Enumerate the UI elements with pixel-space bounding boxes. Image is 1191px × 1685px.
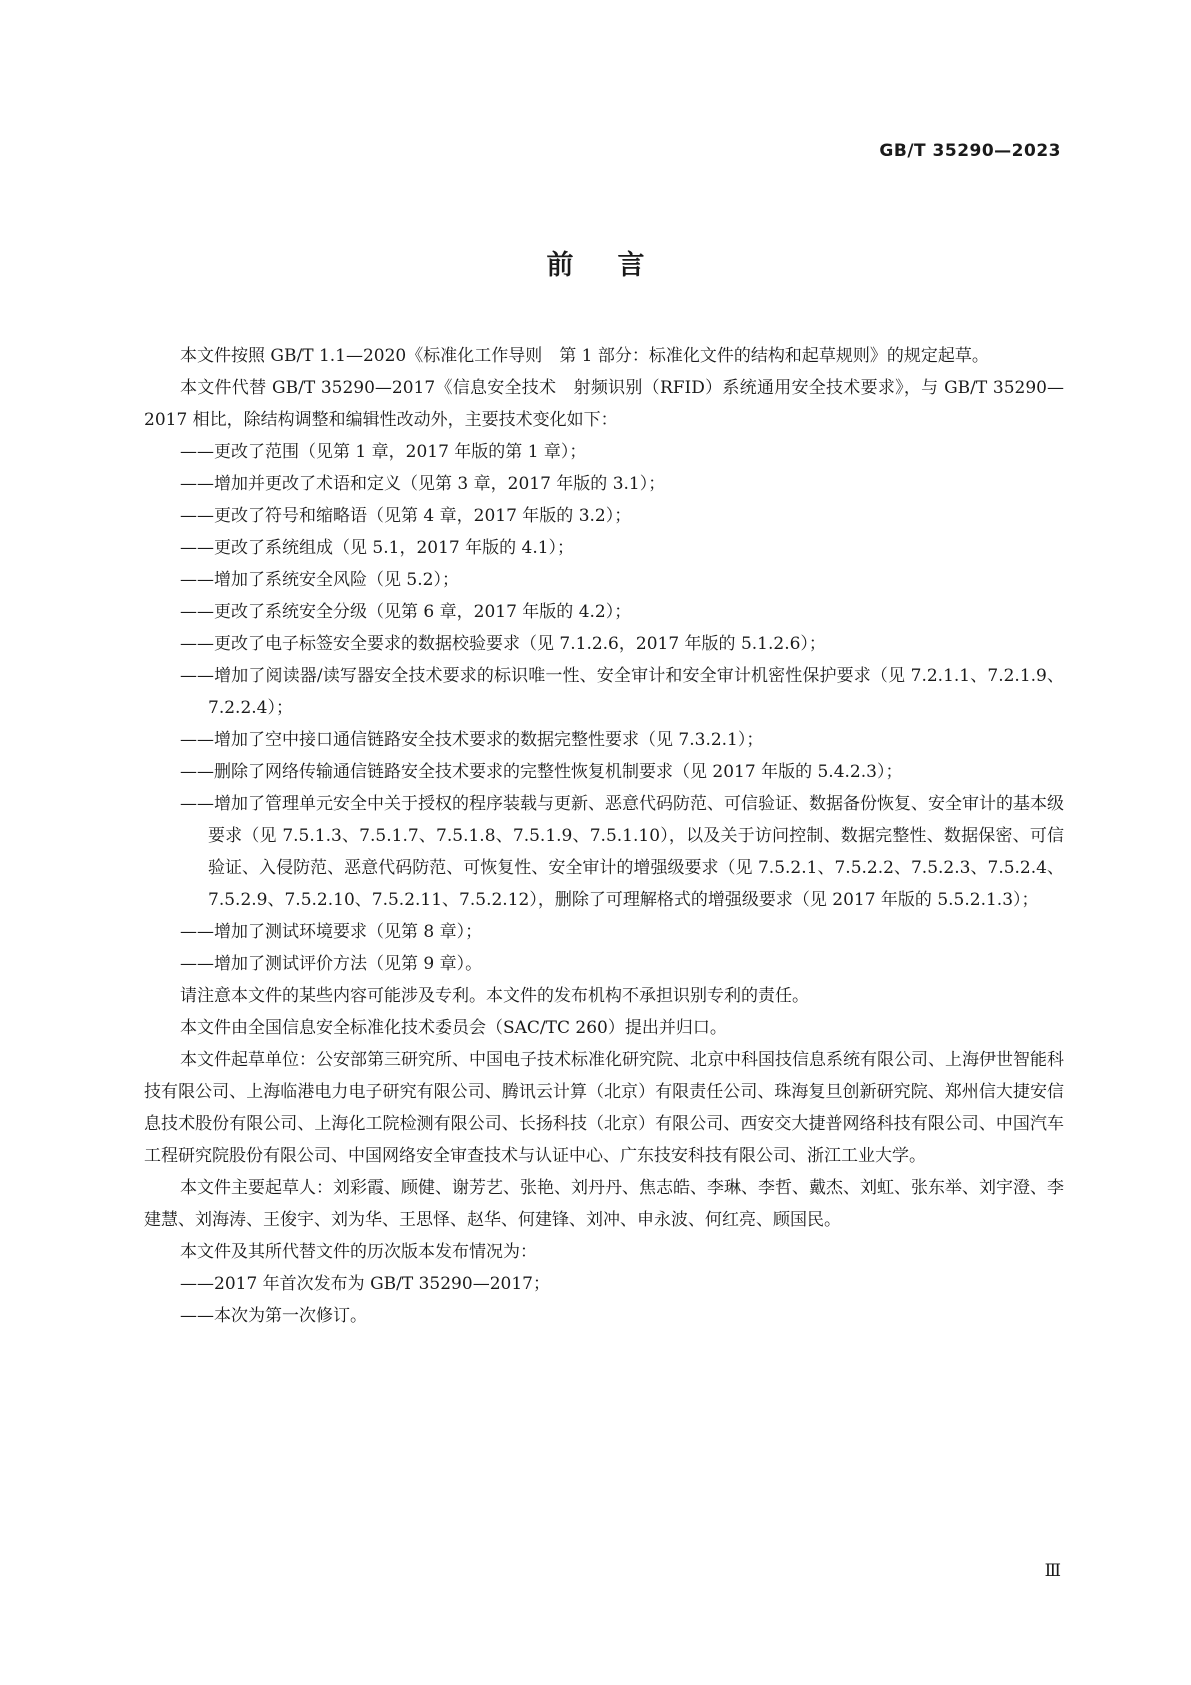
list-item: ——增加了空中接口通信链路安全技术要求的数据完整性要求（见 7.3.2.1）； xyxy=(180,730,764,750)
patent-note: 请注意本文件的某些内容可能涉及专利。本文件的发布机构不承担识别专利的责任。 xyxy=(180,986,809,1006)
list-item: ——增加了测试评价方法（见第 9 章）。 xyxy=(180,954,483,974)
foreword-body xyxy=(144,340,1064,1332)
changes-list xyxy=(144,436,1064,980)
proposer-note: 本文件由全国信息安全标准化技术委员会（SAC/TC 260）提出并归口。 xyxy=(180,1018,727,1038)
intro-paragraph: 本文件按照 GB/T 1.1—2020《标准化工作导则 第 1 部分：标准化文件的结构和起草规则》的规定起草。 xyxy=(180,346,989,366)
list-item: ——本次为第一次修订。 xyxy=(180,1306,367,1326)
page-title: 前言 xyxy=(546,250,689,281)
standard-code: GB/T 35290—2023 xyxy=(879,141,1061,161)
intro-paragraph: 本文件代替 GB/T 35290—2017《信息安全技术 射频识别（RFID）系统通用安全技术要求》，与 GB/T 35290—2017 相比，除结构调整和编辑性改动外，主要技术变化如下： xyxy=(144,378,1064,430)
list-item: ——增加了阅读器/读写器安全技术要求的标识唯一性、安全审计和安全审计机密性保护要求（见 7.2.1.1、7.2.1.9、7.2.2.4）； xyxy=(180,666,1064,718)
list-item: ——增加了测试环境要求（见第 8 章）； xyxy=(180,922,483,942)
list-item: ——更改了符号和缩略语（见第 4 章，2017 年版的 3.2）； xyxy=(180,506,632,526)
list-item: ——更改了系统安全分级（见第 6 章，2017 年版的 4.2）； xyxy=(180,602,632,622)
list-item: ——删除了网络传输通信链路安全技术要求的完整性恢复机制要求（见 2017 年版的 5.4.2.3）； xyxy=(180,762,903,782)
list-item: ——2017 年首次发布为 GB/T 35290—2017； xyxy=(180,1274,550,1294)
list-item: ——增加了管理单元安全中关于授权的程序装载与更新、恶意代码防范、可信验证、数据备份恢复、安全审计的基本级要求（见 7.5.1.3、7.5.1.7、7.5.1.8、7.5.1.9、7.5.1.10），以及关于访问控制、数据完整性、数据保密、可信验证、入侵防范、恶意代码防范、可恢复性、安全审计的增强级要求（见 7.5.2.1、7.5.2.2、7.5.2.3、7.5.2.4、7.5.2.9、7.5.2.10、7.5.2.11、7.5.2.12），删除了可理解格式的增强级要求（见 2017 年版的 5.5.2.1.3）； xyxy=(180,794,1064,910)
list-item: ——增加了系统安全风险（见 5.2）； xyxy=(180,570,459,590)
drafters: 本文件主要起草人：刘彩霞、顾健、谢芳艺、张艳、刘丹丹、焦志皓、李琳、李哲、戴杰、刘虹、张东举、刘宇澄、李建慧、刘海涛、王俊宇、刘为华、王思怿、赵华、何建锋、刘冲、申永波、何红亮、顾国民。 xyxy=(144,1178,1064,1230)
list-item: ——更改了电子标签安全要求的数据校验要求（见 7.1.2.6，2017 年版的 5.1.2.6）； xyxy=(180,634,826,654)
list-item: ——更改了范围（见第 1 章，2017 年版的第 1 章）； xyxy=(180,442,587,462)
list-item: ——更改了系统组成（见 5.1，2017 年版的 4.1）； xyxy=(180,538,575,558)
page-number: Ⅲ xyxy=(1044,1561,1061,1581)
history-list xyxy=(144,1268,1064,1332)
drafting-units: 本文件起草单位：公安部第三研究所、中国电子技术标准化研究院、北京中科国技信息系统有限公司、上海伊世智能科技有限公司、上海临港电力电子研究有限公司、腾讯云计算（北京）有限责任公司、珠海复旦创新研究院、郑州信大捷安信息技术股份有限公司、上海化工院检测有限公司、长扬科技（北京）有限公司、西安交大捷普网络科技有限公司、中国汽车工程研究院股份有限公司、中国网络安全审查技术与认证中心、广东技安科技有限公司、浙江工业大学。 xyxy=(144,1050,1064,1166)
list-item: ——增加并更改了术语和定义（见第 3 章，2017 年版的 3.1）； xyxy=(180,474,666,494)
history-intro: 本文件及其所代替文件的历次版本发布情况为： xyxy=(180,1242,537,1262)
